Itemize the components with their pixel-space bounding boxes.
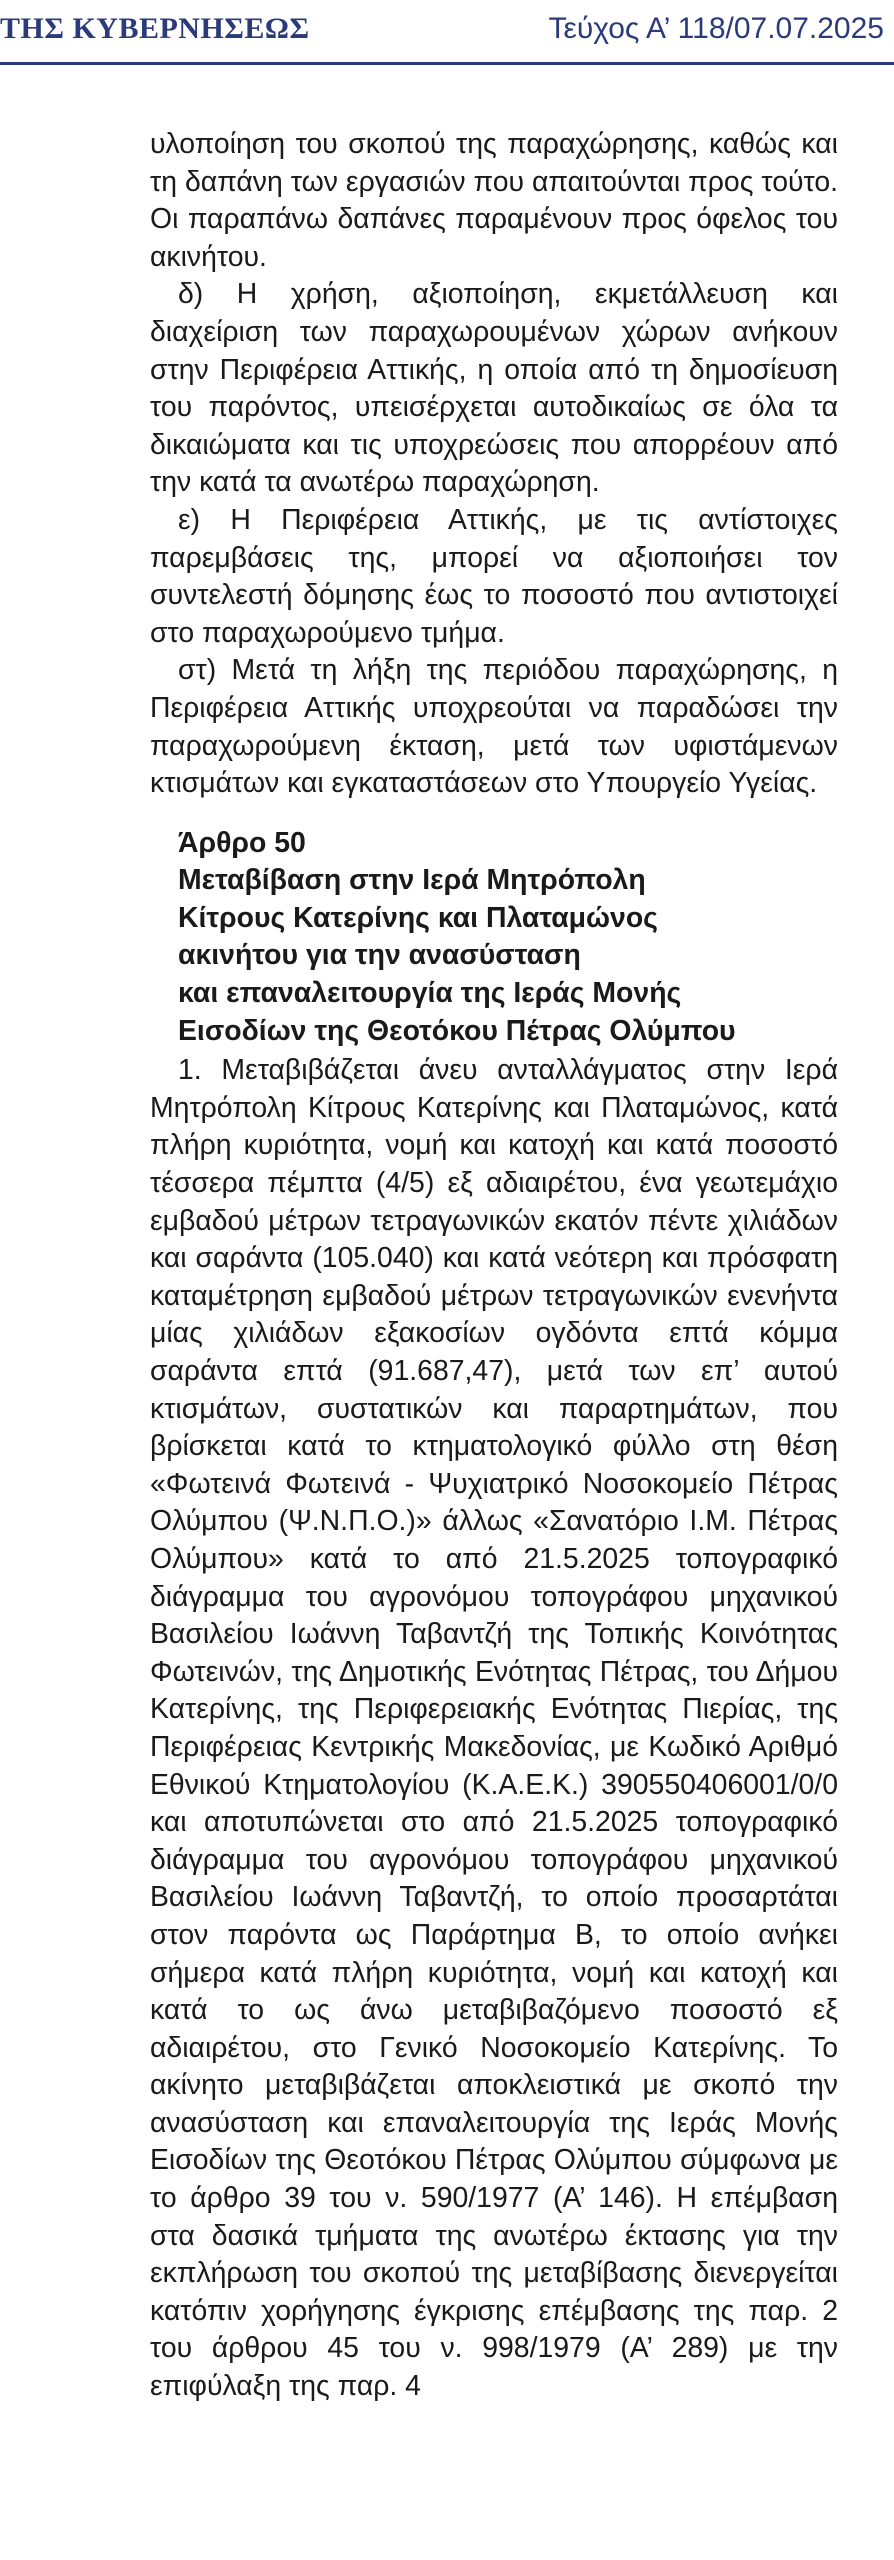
article-title-line: Εισοδίων της Θεοτόκου Πέτρας Ολύμπου (178, 1014, 736, 1047)
article-title-line: Κίτρους Κατερίνης και Πλαταμώνος (178, 901, 658, 934)
article-heading (150, 825, 838, 1051)
gazette-title: ΤΗΣ ΚΥΒΕΡΝΗΣΕΩΣ (0, 12, 310, 45)
article-paragraph-1: 1. Μεταβιβάζεται άνευ ανταλλάγματος στην Ιερά Μητρόπολη Κίτρους Κατερίνης και Πλαταμώνος, κατά πλήρη κυριότητα, νομή και κατοχή και κατά ποσοστό τέσσερα πέμπτα (4/5) εξ αδιαιρέτου, ένα γεωτεμάχιο εμβαδού μέτρων τετραγωνικών εκατόν πέντε χιλιάδων και σαράντα (105.040) και κατά νεότερη και πρόσφατη καταμέτρηση εμβαδού μέτρων τετραγωνικών ενενήντα μίας χιλιάδων εξακοσίων ογδόντα επτά κόμμα σαράντα επτά (91.687,47), μετά των επ’ αυτού κτισμάτων, συστατικών και παραρτημάτων, που βρίσκεται κατά το κτηματολογικό φύλλο στη θέση «Φωτεινά Φωτεινά - Ψυχιατρικό Νοσοκομείο Πέτρας Ολύμπου (Ψ.Ν.Π.Ο.)» άλλως «Σανατόριο Ι.Μ. Πέτρας Ολύμπου» κατά το από 21.5.2025 τοπογραφικό διάγραμμα του αγρονόμου τοπογράφου μηχανικού Βασιλείου Ιωάννη Ταβαντζή της Τοπικής Κοινότητας Φωτεινών, της Δημοτικής Ενότητας Πέτρας, του Δήμου Κατερίνης, της Περιφερειακής Ενότητας Πιερίας, της Περιφέρειας Κεντρικής Μακεδονίας, με Κωδικό Αριθμό Εθνικού Κτηματολογίου (Κ.Α.Ε.Κ.) 390550406001/0/0 και αποτυπώνεται στο από 21.5.2025 τοπογραφικό διάγραμμα του αγρονόμου τοπογράφου μηχανικού Βασιλείου Ιωάννη Ταβαντζή, το οποίο προσαρτάται στον παρόντα ως Παράρτημα Β, το οποίο ανήκει σήμερα κατά πλήρη κυριότητα, νομή και κατοχή και κατά το ως άνω μεταβιβαζόμενο ποσοστό εξ αδιαιρέτου, στο Γενικό Νοσοκομείο Κατερίνης. Το ακίνητο μεταβιβάζεται αποκλειστικά με σκοπό την ανασύσταση και επαναλειτουργία της Ιεράς Μονής Εισοδίων της Θεοτόκου Πέτρας Ολύμπου σύμφωνα με το άρθρο 39 του ν. 590/1977 (Α’ 146). Η επέμβαση στα δασικά τμήματα της ανωτέρω έκτασης για την εκπλήρωση του σκοπού της μεταβίβασης διενεργείται κατόπιν χορήγησης έγκρισης επέμβασης της παρ. 2 του άρθρου 45 του ν. 998/1979 (Α’ 289) με την επιφύλαξη της παρ. 4 (150, 1054, 838, 2403)
issue-number: Τεύχος Α’ 118/07.07.2025 (548, 12, 884, 45)
paragraph-continuation: υλοποίηση του σκοπού της παραχώρησης, καθώς και τη δαπάνη των εργασιών που απαιτούνται προς τούτο. Οι παραπάνω δαπάνες παραμένουν προς όφελος του ακινήτου. (150, 128, 838, 273)
article-title-line: Μεταβίβαση στην Ιερά Μητρόπολη (178, 864, 646, 897)
paragraph-item-d: δ) Η χρήση, αξιοποίηση, εκμετάλλευση και διαχείριση των παραχωρουμένων χώρων ανήκουν στην Περιφέρεια Αττικής, η οποία από τη δημοσίευση του παρόντος, υπεισέρχεται αυτοδικαίως σε όλα τα δικαιώματα και τις υποχρεώσεις που απορρέουν από την κατά τα ανωτέρω παραχώρηση. (150, 278, 838, 499)
article-title-line: ακινήτου για την ανασύσταση (178, 939, 581, 972)
page-header (0, 0, 894, 66)
header-divider (0, 62, 894, 65)
paragraph-item-e: ε) Η Περιφέρεια Αττικής, με τις αντίστοιχες παρεμβάσεις της, μπορεί να αξιοποιήσει τον συντελεστή δόμησης έως το ποσοστό που αντιστοιχεί στο παραχωρούμενο τμήμα. (150, 503, 838, 649)
article-title-line: και επαναλειτουργία της Ιεράς Μονής (178, 977, 682, 1010)
article-number: Άρθρο 50 (178, 826, 306, 859)
paragraph-item-st: στ) Μετά τη λήξη της περιόδου παραχώρησης, η Περιφέρεια Αττικής υποχρεούται να παραδώσει την παραχωρούμενη έκταση, μετά των υφιστάμενων κτισμάτων και εγκαταστάσεων στο Υπουργείο Υγείας. (150, 654, 838, 800)
document-body (150, 126, 838, 2406)
